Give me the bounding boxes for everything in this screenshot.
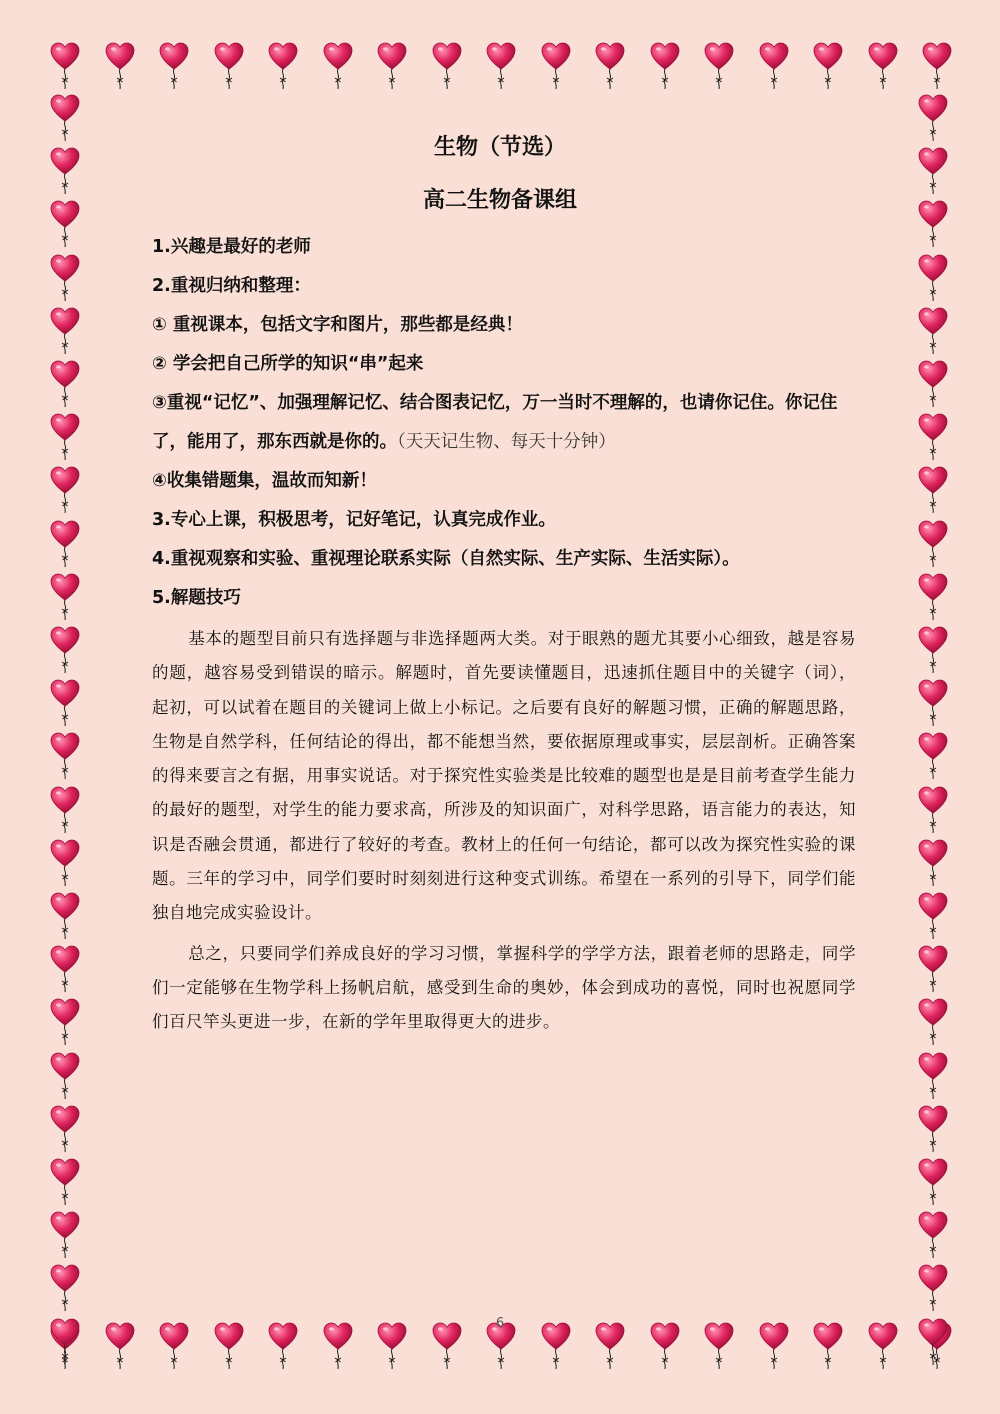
heart-balloon-icon — [50, 732, 80, 780]
heart-balloon-icon — [50, 1211, 80, 1259]
heart-balloon-icon — [50, 1264, 80, 1312]
heart-balloon-icon — [50, 945, 80, 993]
heart-balloon-icon — [50, 892, 80, 940]
heart-balloon-icon — [918, 573, 948, 621]
heart-balloon-icon — [50, 1052, 80, 1100]
heart-balloon-icon — [50, 998, 80, 1046]
point-2c — [152, 384, 856, 462]
heart-balloon-icon — [50, 466, 80, 514]
heart-balloon-icon — [595, 42, 625, 90]
heart-balloon-icon — [918, 839, 948, 887]
heart-balloon-icon — [918, 466, 948, 514]
heart-balloon-icon — [918, 626, 948, 674]
point-2c-note: （天天记生物、每天十分钟） — [397, 432, 616, 452]
heart-balloon-icon — [432, 42, 462, 90]
point-2b: ② 学会把自己所学的知识“串”起来 — [152, 354, 424, 374]
heart-balloon-icon — [50, 307, 80, 355]
heart-balloon-icon — [918, 1211, 948, 1259]
heart-balloon-icon — [918, 254, 948, 302]
body-paragraph-1: 基本的题型目前只有选择题与非选择题两大类。对于眼熟的题尤其要小心细致，越是容易的题，越容易受到错误的暗示。解题时，首先要读懂题目，迅速抓住题目中的关键字（词），起初，可以试着在题目的关键词上做上小标记。之后要有良好的解题习惯，正确的解题思路，生物是自然学科，任何结论的得出，都不能想当然，要依据原理或事实，层层剖析。正确答案的得来要言之有据，用事实说话。对于探究性实验类是比较难的题型也是是目前考查学生能力的最好的题型，对学生的能力要求高，所涉及的知识面广，对科学思路，语言能力的表达，知识是否融会贯通，都进行了较好的考查。教材上的任何一句结论，都可以改为探究性实验的课题。三年的学习中，同学们要时时刻刻进行这种变式训练。希望在一系列的引导下，同学们能独自地完成实验设计。 — [152, 629, 856, 923]
heart-balloon-icon — [377, 42, 407, 90]
heart-balloon-icon — [918, 1105, 948, 1153]
heart-balloon-icon — [50, 839, 80, 887]
heart-balloon-icon — [922, 42, 952, 90]
heart-balloon-icon — [918, 732, 948, 780]
heart-balloon-icon — [323, 42, 353, 90]
heart-balloon-icon — [541, 42, 571, 90]
point-2d: ④收集错题集，温故而知新！ — [152, 471, 377, 491]
heart-balloon-icon — [918, 786, 948, 834]
heart-balloon-icon — [868, 42, 898, 90]
heart-balloon-icon — [918, 307, 948, 355]
point-3: 3.专心上课，积极思考，记好笔记，认真完成作业。 — [152, 510, 556, 530]
heart-balloon-icon — [813, 42, 843, 90]
heart-balloon-icon — [918, 413, 948, 461]
document-subtitle: 高二生物备课组 — [422, 188, 577, 213]
document-title: 生物（节选） — [433, 135, 566, 160]
point-5: 5.解题技巧 — [152, 588, 241, 608]
body-paragraph-2: 总之，只要同学们养成良好的学习习惯，掌握科学的学学方法，跟着老师的思路走，同学们一定能够在生物学科上扬帆启航，感受到生命的奥妙，体会到成功的喜悦，同时也祝愿同学们百尺竿头更进一步，在新的学年里取得更大的进步。 — [152, 943, 856, 1032]
heart-balloon-icon — [50, 413, 80, 461]
heart-balloon-icon — [50, 254, 80, 302]
heart-balloon-icon — [50, 360, 80, 408]
heart-balloon-icon — [50, 679, 80, 727]
heart-balloon-icon — [50, 520, 80, 568]
heart-balloon-icon — [759, 42, 789, 90]
heart-balloon-icon — [704, 42, 734, 90]
point-2a: ① 重视课本，包括文字和图片，那些都是经典！ — [152, 315, 523, 335]
page-number: 6 — [495, 1316, 505, 1331]
heart-balloon-icon — [918, 679, 948, 727]
heart-balloon-icon — [50, 786, 80, 834]
heart-balloon-icon — [918, 1052, 948, 1100]
heart-balloon-icon — [918, 1264, 948, 1312]
heart-balloon-icon — [214, 42, 244, 90]
heart-balloon-icon — [918, 1158, 948, 1206]
heart-balloon-icon — [50, 42, 80, 90]
heart-balloon-icon — [486, 42, 516, 90]
heart-balloon-icon — [918, 892, 948, 940]
document-content — [152, 228, 856, 1040]
heart-balloon-icon — [918, 998, 948, 1046]
heart-balloon-icon — [268, 42, 298, 90]
point-2: 2.重视归纳和整理： — [152, 276, 311, 296]
heart-balloon-icon — [50, 1105, 80, 1153]
heart-balloon-icon — [650, 42, 680, 90]
heart-balloon-icon — [50, 626, 80, 674]
heart-balloon-icon — [50, 1158, 80, 1206]
heart-balloon-icon — [159, 42, 189, 90]
heart-balloon-icon — [50, 573, 80, 621]
heart-balloon-icon — [105, 42, 135, 90]
heart-balloon-icon — [918, 360, 948, 408]
heart-balloon-icon — [918, 520, 948, 568]
point-4: 4.重视观察和实验、重视理论联系实际（自然实际、生产实际、生活实际）。 — [152, 549, 740, 569]
heart-balloon-icon — [918, 945, 948, 993]
point-2c-main: ③重视“记忆”、加强理解记忆、结合图表记忆，万一当时不理解的，也请你记住。你记住了，能用了，那东西就是你的。 — [152, 393, 838, 452]
point-1: 1.兴趣是最好的老师 — [152, 237, 311, 257]
